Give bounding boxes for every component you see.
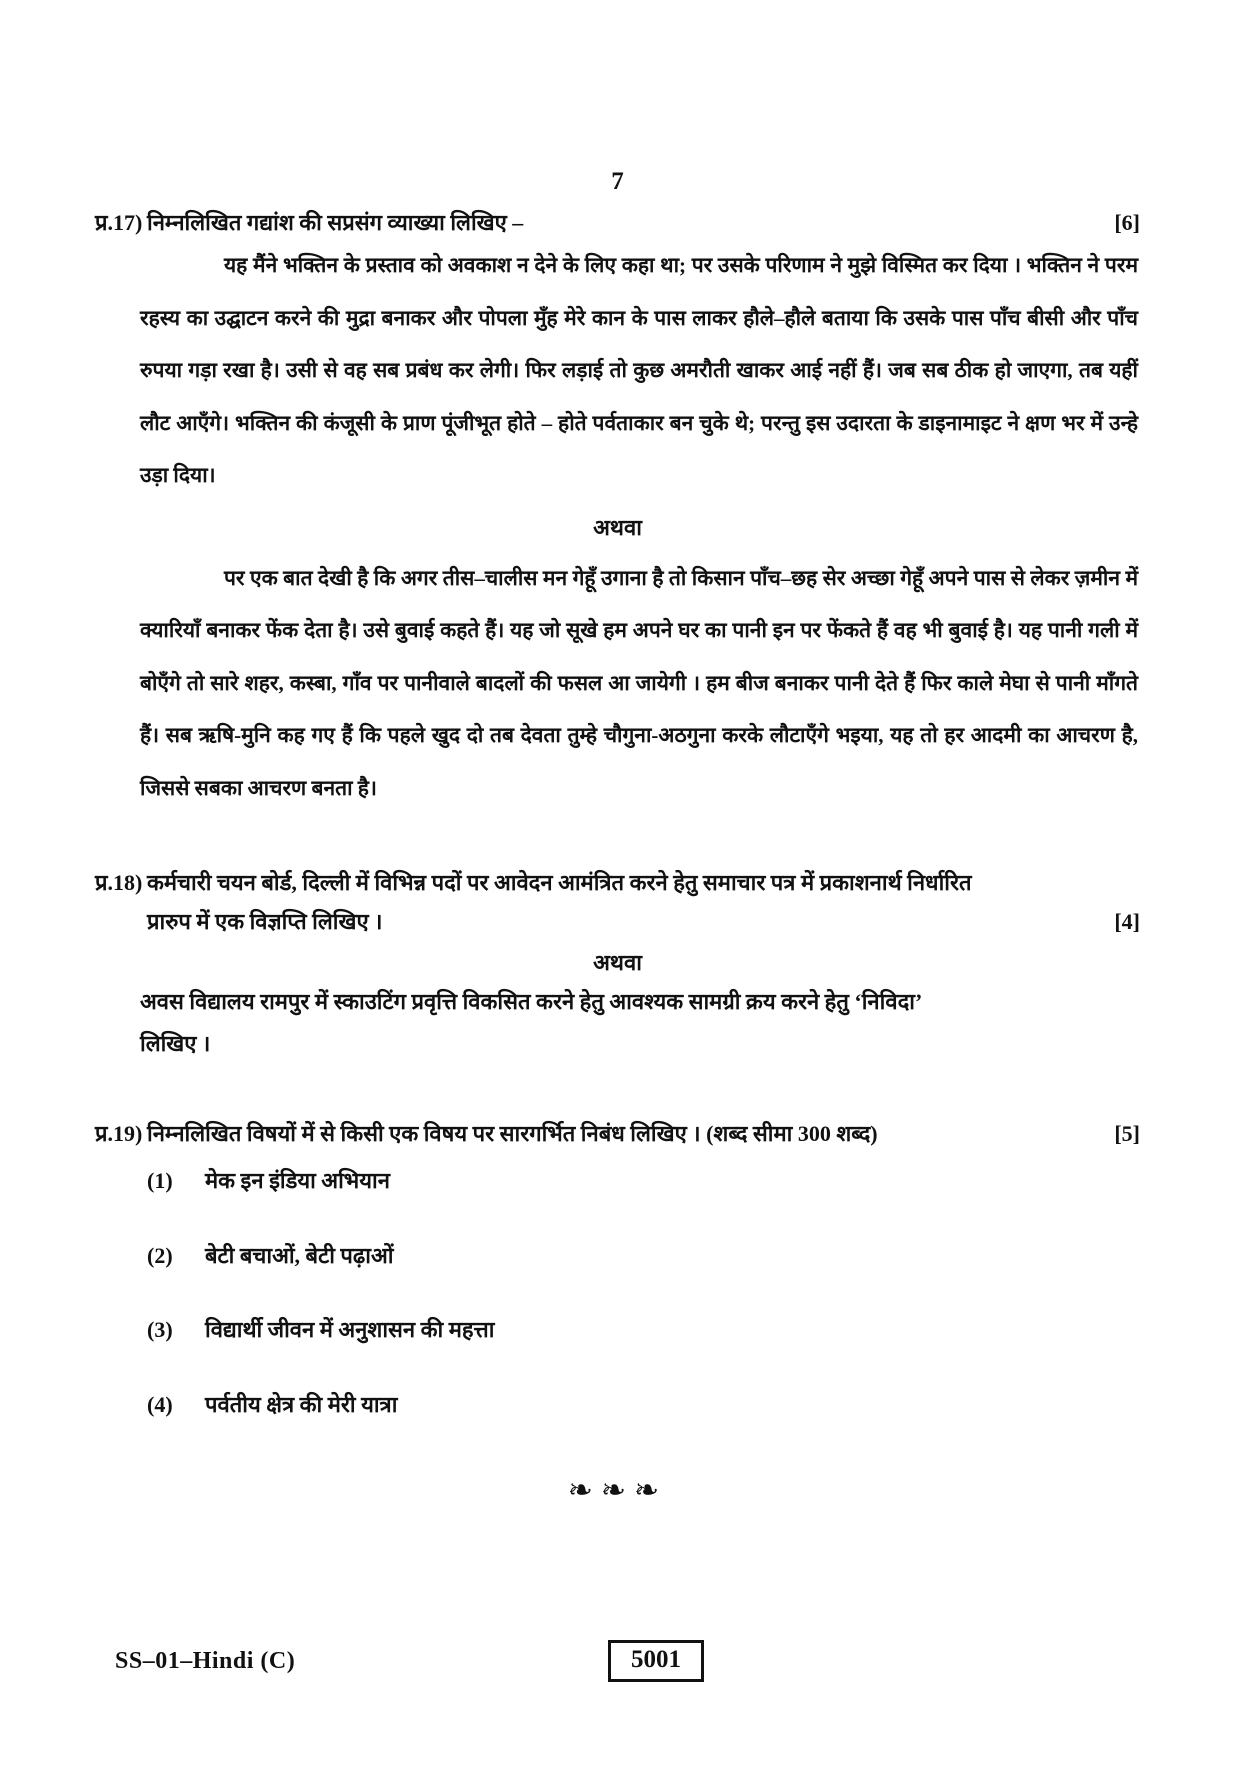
q18-question-line1: कर्मचारी चयन बोर्ड, दिल्ली में विभिन्न पदों पर आवेदन आमंत्रित करने हेतु समाचार पत्र में प्रकाशनार्थ निर्धारित [147,870,972,895]
page-number: 7 [611,168,624,195]
q17-marks: [6] [1114,210,1140,235]
essay-option-num: (2) [147,1242,173,1268]
essay-option [147,1315,1140,1346]
q18-alt-line1: अवस विद्यालय रामपुर में स्काउटिंग प्रवृत्ति विकसित करने हेतु आवश्यक सामग्री क्रय करने हेतु ‘निविदा’ [140,989,923,1015]
essay-option-text: मेक इन इंडिया अभियान [205,1167,390,1193]
q17-passage-2: पर एक बात देखी है कि अगर तीस–चालीस मन गेहूँ उगाना है तो किसान पाँच–छह सेर अच्छा गेहूँ अपने पास से लेकर ज़मीन में क्यारियाँ बनाकर फेंक देता है। उसे बुवाई कहते हैं। यह जो सूखे हम अपने घर का पानी इन पर फेंकते हैं वह भी बुवाई है। यह पानी गली में बोएँगे तो सारे शहर, कस्बा, गाँव पर पानीवाले बादलों की फसल आ जायेगी । हम बीज बनाकर पानी देते हैं फिर काले मेघा से पानी माँगते हैं। सब ऋषि-मुनि कह गए हैं कि पहले खुद दो तब देवता तुम्हे चौगुना-अठगुना करके लौटाएँगे भइया, यह तो हर आदमी का आचरण है, जिससे सबका आचरण बनता है। [140,565,1138,800]
q18-alt-block [140,981,1138,1065]
q18-line2-row [147,899,1140,945]
essay-option [147,1390,1140,1421]
q18-block [95,866,1140,1065]
essay-option-text: बेटी बचाओं, बेटी पढ़ाओं [205,1242,394,1268]
q18-question-line2: प्रारुप में एक विज्ञप्ति लिखिए । [147,909,383,934]
q19-marks: [5] [1114,1120,1140,1146]
end-ornament-icon: ❧❧❧ [567,1472,668,1508]
q19-header [95,1117,1140,1150]
q17-passage-1: यह मैंने भक्तिन के प्रस्ताव को अवकाश न देने के लिए कहा था; पर उसके परिणाम ने मुझे विस्मित कर दिया । भक्तिन ने परम रहस्य का उद्घाटन करने की मुद्रा बनाकर और पोपला मुँह मेरे कान के पास लाकर हौले–हौले बताया कि उसके पास पाँच बीसी और पाँच रुपया गड़ा रखा है। उसी से वह सब प्रबंध कर लेगी। फिर लड़ाई तो कुछ अमरौती खाकर आई नहीं हैं। जब सब ठीक हो जाएगा, तब यहीं लौट आएँगे। भक्तिन की कंजूसी के प्राण पूंजीभूत होते – होते पर्वताकार बन चुके थे; परन्तु इस उदारता के डाइनामाइट ने क्षण भर में उन्हे उड़ा दिया। [140,253,1138,487]
q18-header [95,866,1140,899]
essay-option-num: (4) [147,1392,173,1418]
q18-marks: [4] [1114,909,1140,934]
q18-or-separator: अथवा [593,950,642,976]
q17-label: प्र.17) [95,210,143,235]
paper-code: SS–01–Hindi (C) [115,1648,296,1674]
essay-option-text: विद्यार्थी जीवन में अनुशासन की महत्ता [205,1317,495,1343]
essay-option-num: (1) [147,1167,173,1193]
paper-serial-box: 5001 [608,1640,704,1682]
q19-label: प्र.19) [95,1120,143,1146]
q19-options [147,1166,1140,1421]
q19-block [95,1117,1140,1421]
q19-question-text: निम्नलिखित विषयों में से किसी एक विषय पर सारगर्भित निबंध लिखिए । (शब्द सीमा 300 शब्द) [147,1120,878,1146]
q18-label: प्र.18) [95,870,143,895]
q17-question-text: निम्नलिखित गद्यांश की सप्रसंग व्याख्या लिखिए – [147,210,524,235]
essay-option [147,1241,1140,1272]
essay-option-text: पर्वतीय क्षेत्र की मेरी यात्रा [205,1392,398,1418]
q18-alt-line2: लिखिए । [140,1030,211,1056]
essay-option-num: (3) [147,1317,173,1343]
q17-header [95,206,1140,239]
essay-option [147,1166,1140,1197]
q17-or-separator: अथवा [593,514,642,540]
